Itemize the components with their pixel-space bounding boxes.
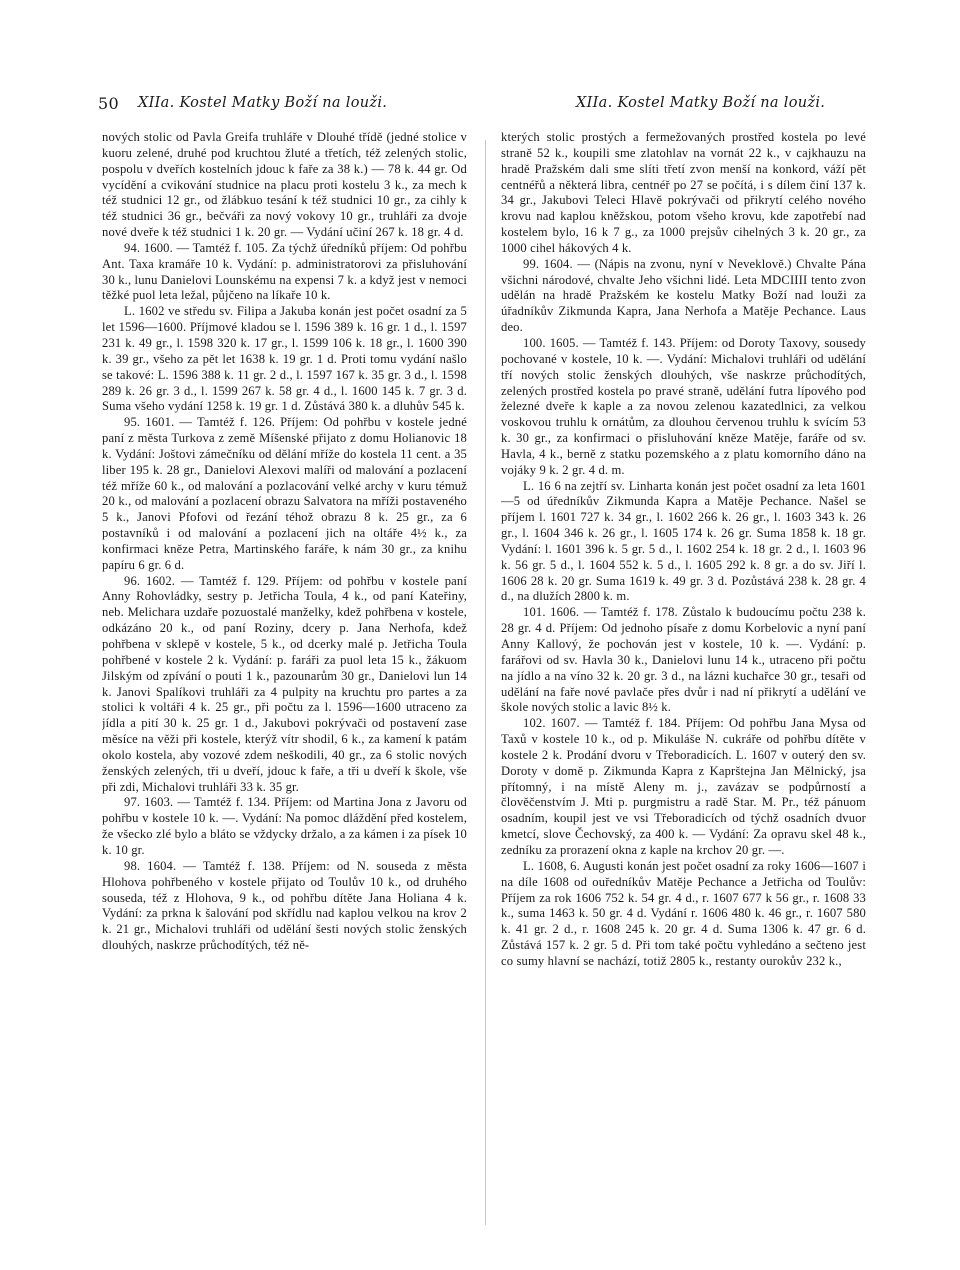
paragraph: 94. 1600. — Tamtéž f. 105. Za týchž úředníků příjem: Od pohřbu Ant. Taxa kramáře 10 k. Vydání: p. administratorovi za přisluhování 30 k., lunu Danielovi Lounskému na expensi 7 k. a když jest v nemoci těžké puol leta ležal, půjčeno na líkaře 10 k.: [102, 240, 467, 303]
running-title-left: XIIa. Kostel Matky Boží na louži.: [138, 95, 388, 111]
running-header: [98, 94, 873, 118]
running-title-right: XIIa. Kostel Matky Boží na louži.: [576, 95, 826, 111]
paragraph: kterých stolic prostých a fermežovaných prostřed kostela po levé straně 52 k., koupili sme zlatohlav na vornát 22 k., v cajkhauzu na hradě Pražském dali sme slíti třetí zvon menší na konkord, váží pět centnéřů a některá libra, centnéř po 27 se počítá, i s dílem činí 137 k. 34 gr., Jakubovi Teleci Hlavě pokrývači od přikrytí celého nového krovu nad kaplou kněžskou, potom všeho krovu, kde zapotřebí nad kostelem bylo, 16 k 7 g., za 1000 prejsův cihelných 3 k. 20 gr., za 1000 cihel hákových 4 k.: [501, 130, 866, 255]
paragraph: nových stolic od Pavla Greifa truhláře v Dlouhé třídě (jedné stolice v kuoru zelené, druhé pod kruchtou žluté a třetích, též zelených stolic, pospolu v dveřích kostelních jdouc k faře za 38 k.) — 78 k. 44 gr. Od vycídění a cvikování studnice na placu proti kostelu 3 k., za mech k též studnici 12 gr., od žlábkuo tesání k též studnici 10 gr., za cihly k též studnici 36 gr., bečváři za nový vokovy 10 gr., truhláři za dvoje nové dveře k též studnici 1 k. 20 gr. — Vydání učiní 267 k. 18 gr. 4 d.: [102, 130, 467, 240]
paragraph: L. 1608, 6. Augusti konán jest počet osadní za roky 1606—1607 i na díle 1608 od ouředníkův Matěje Pechance a Jetřicha od Toulův: Příjem za rok 1606 752 k. 54 gr. 4 d., r. 1607 677 k 56 gr., r. 1608 33 k., suma 1463 k. 50 gr. 4 d. Vydání r. 1606 480 k. 46 gr., r. 1607 580 k. 41 gr. 2 d., r. 1608 245 k. 20 gr. 4 d. Suma 1306 k. 47 gr. 6 d. Zůstává 157 k. 2 gr. 5 d. Při tom také počtu vyhledáno a sečteno jest co sumy hlavní se nachází, totiž 2805 k., restanty ourokův 232 k.,: [501, 858, 866, 968]
left-column: [102, 130, 467, 1230]
paragraph: 102. 1607. — Tamtéž f. 184. Příjem: Od pohřbu Jana Mysa od Taxů v kostele 10 k., od p. Mikuláše N. cukráře od pohřbu dítěte v kostele 2 k. Prodání dvoru v Třeboradicích. L. 1607 v outerý den sv. Doroty v domě p. Zikmunda Kapra z Kapršteјna Jan Mělnický, jsa přítomný, i na místě Aleny m. j., zavázav se podpůrností a člověčenstvím J. Mti p. purgmistru a radě Star. M. Pr., též pánuom osadním, koupil jest ve vsi Třeboradicích od týchž osadních dvuor kmetcí, slove Čechovský, za 400 k. — Vydání: Za opravu skel 48 k., zedníku za prorazení okna z kaple na krchov 20 gr. —.: [501, 716, 866, 857]
paragraph: 100. 1605. — Tamtéž f. 143. Příjem: od Doroty Taxovy, sousedy pochované v kostele, 10 k. —. Vydání: Michalovi truhláři od udělání tří nových stolic ženských dlouhých, vše naskrze průchodítých, zelených prostřed kostela po pravé straně, udělání futra lípového pod železné dveře k kaple a za novou zelenou kazatedlnici, za velkou voskovou truhlu k ornátům, za dlouhou červenou truhlu k svícím 53 k. 30 gr., za konfirmaci o přisluhování kněze Matěje, faráře od sv. Havla, 4 k., berně z statku pozemského a z platu komorního dáno na vojáky 9 k. 2 gr. 4 d. m.: [501, 335, 866, 477]
paragraph: 98. 1604. — Tamtéž f. 138. Příjem: od N. souseda z města Hlohova pohřbeného v kostele přijato od Toulův 10 k., od druhého souseda, též z Hlohova, 9 k., od pohřbu dítěte Jana Holiana 4 k. Vydání: za prkna k šalování pod skřídlu nad kaplou velkou na krov 2 k. 21 gr., Michalovi truhláři od udělání šesti nových stolic ženských dlouhých, naskrze průchodítých, též ně-: [102, 858, 467, 953]
paragraph: 95. 1601. — Tamtéž f. 126. Příjem: Od pohřbu v kostele jedné paní z města Turkova z země Míšenské přijato z domu Holianovic 18 k. Vydání: Joštovi zámečníku od dělání mříže do kostela 11 cent. a 35 liber 195 k. 28 gr., Danielovi Alexovi malíři od malování a pozlacení též mříže 60 k., od malování a pozlacování velké archy v kuru témuž 20 k., od malování a pozlacení obrazu Salvatora na mříži postaveného 5 k., Janovi Pfofovi od řezání téhož obrazu 8 k. 25 gr., za 6 postavníků i od malování a pozlacení jich na oltáře 4½ k., za konfirmaci kněze Petra, Martinského faráře, k nám 30 gr., za knihu papíru 6 gr. 6 d.: [102, 415, 467, 572]
paragraph: L. 16 6 na zejtří sv. Linharta konán jest počet osadní za leta 1601—5 od úředníkův Zikmunda Kapra a Matěje Pechance. Našel se příjem l. 1601 727 k. 34 gr., l. 1602 266 k. 26 gr., l. 1603 343 k. 26 gr., l. 1604 346 k. 26 gr., l. 1605 174 k. 26 gr. Suma 1858 k. 18 gr. Vydání: l. 1601 396 k. 5 gr. 5 d., l. 1602 254 k. 18 gr. 2 d., l. 1603 96 k. 56 gr. 5 d., l. 1604 552 k. 5 d., l. 1605 292 k. 8 gr. a do sv. Jiří l. 1606 28 k. 20 gr. Suma 1619 k. 49 gr. 3 d. Pozůstává 238 k. 28 gr. 4 d., na dlužích 2800 k. m.: [501, 478, 866, 604]
page-number: 50: [98, 94, 119, 113]
right-column: [501, 130, 866, 1230]
paragraph: 101. 1606. — Tamtéž f. 178. Zůstalo k budoucímu počtu 238 k. 28 gr. 4 d. Příjem: Od jednoho písaře z domu Korbelovic a nyní paní Anny Kallový, že pochován jest v kostele, 10 k. —. Vydání: p. farářovi od sv. Havla 30 k., Danielovi lunu 14 k., utraceno při počtu na jídlo a na víno 32 k. 20 gr. 3 d., na lázni kuchařce 30 gr., tesaři od udělání na faře nové pavlače přes dvůr i nad ní přikrytí a udělání ve škole nových stolic a lavic 8½ k.: [501, 605, 866, 715]
paragraph: 96. 1602. — Tamtéž f. 129. Příjem: od pohřbu v kostele paní Anny Rohovládky, sestry p. Jetřicha Toula, 4 k., od paní Kateřiny, neb. Melichara uzdaře pozuostalé manželky, kdež pohřbena v kostele, odkázáno 20 k., od paní Roziny, dcery p. Jana Nerhofa, kdež pohřbena v sklepě v kostele, 5 k., od dcerky malé p. Jetřicha Toula pohřbené v kostele 2 k. Vydání: p. faráři za puol leta 15 k., žákuom Jilským od zpívání o pouti 1 k., pazounarům 30 gr., Danielovi lun 14 k. Janovi Spalíkovi truhláři za 4 pulpity na kruchtu pro partes a za stolici k voltáři 4 k. 25 gr., při počtu za l. 1596—1600 utraceno za jídla a pití 30 k. 25 gr. 1 d., Jakubovi pokrývači od postavení zase měsíce na věži při kostele, kterýž vítr shodil, 6 k., za kamení k patám okolo kostela, aby vozové zdem neškodili, 40 gr., za 6 stolic nových ženských zelených, tři u dveří, jdouc k faře, a tři u dveří k škole, vše při zdi, Michalovi truhláři 33 k. 35 gr.: [102, 573, 467, 794]
column-divider: [485, 140, 486, 1225]
paragraph: L. 1602 ve středu sv. Filipa a Jakuba konán jest počet osadní za 5 let 1596—1600. Příjmové kladou se l. 1596 389 k. 16 gr. 1 d., l. 1597 231 k. 49 gr., l. 1598 320 k. 17 gr., l. 1599 106 k. 18 gr., l. 1600 390 k. 39 gr., všeho za pět let 1638 k. 19 gr. 1 d. Proti tomu vydání našlo se takové: L. 1596 388 k. 11 gr. 2 d., l. 1597 167 k. 35 gr. 3 d., l. 1598 289 k. 26 gr. 3 d., l. 1599 267 k. 58 gr. 4 d., l. 1600 145 k. 7 gr. 3 d. Suma všeho vydání 1258 k. 19 gr. 1 d. Zůstává 380 k. a dluhův 545 k.: [102, 304, 467, 414]
paragraph: 97. 1603. — Tamtéž f. 134. Příjem: od Martina Jona z Javoru od pohřbu v kostele 10 k. —. Vydání: Na pomoc dláždění před kostelem, že všecko zlé bylo a bláto se vždycky držalo, a za kámen i za písek 10 k. 10 gr.: [102, 795, 467, 857]
paragraph: 99. 1604. — (Nápis na zvonu, nyní v Neveklově.) Chvalte Pána všichni národové, chvalte Jeho všichni lidé. Leta MDCIIII tento zvon udělán na hradě Pražském ke kostelu Matky Boží nad louži za úřadníkův Zikmunda Kapra, Jana Nerhofa a Matěje Pechance. Laus deo.: [501, 256, 866, 335]
